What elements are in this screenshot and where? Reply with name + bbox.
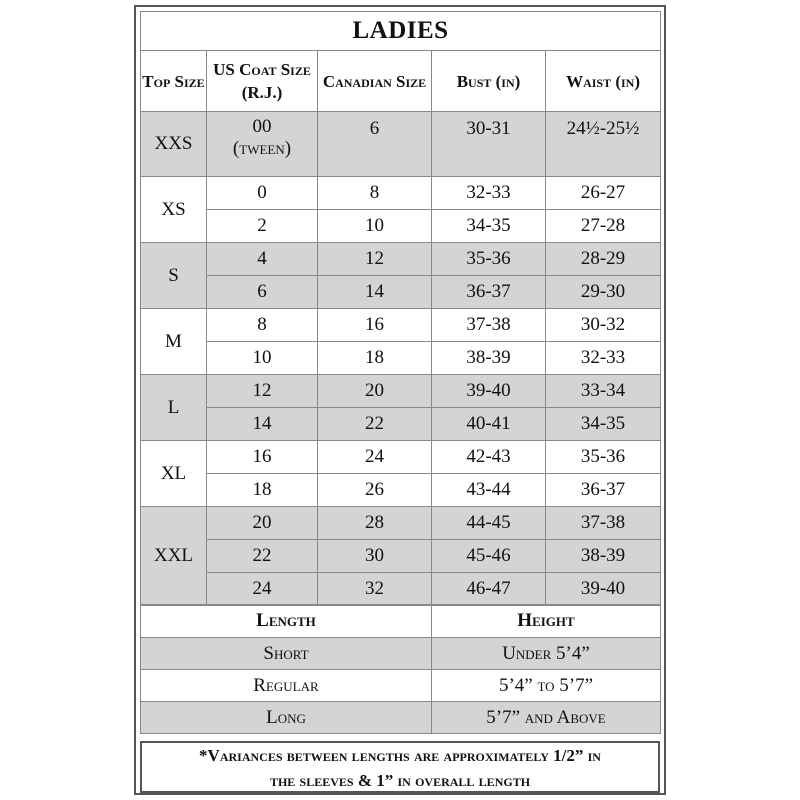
top-size-cell: L bbox=[141, 375, 207, 441]
waist-cell: 39-40 bbox=[546, 573, 661, 606]
header-row bbox=[141, 51, 661, 112]
waist-cell: 28-29 bbox=[546, 243, 661, 276]
canadian-size-cell: 18 bbox=[318, 342, 432, 375]
size-row bbox=[141, 243, 661, 276]
height-cell: 5’4” to 5’7” bbox=[432, 670, 661, 702]
variance-note-line-2: the sleeves & 1” in overall length bbox=[269, 771, 531, 790]
waist-cell: 34-35 bbox=[546, 408, 661, 441]
header-bust: Bust (in) bbox=[432, 51, 546, 112]
size-row bbox=[141, 474, 661, 507]
length-row bbox=[141, 638, 661, 670]
waist-cell: 36-37 bbox=[546, 474, 661, 507]
size-row bbox=[141, 342, 661, 375]
bust-cell: 46-47 bbox=[432, 573, 546, 606]
canadian-size-cell: 16 bbox=[318, 309, 432, 342]
length-cell: Long bbox=[141, 702, 432, 734]
header-top-size: Top Size bbox=[141, 51, 207, 112]
bust-cell: 43-44 bbox=[432, 474, 546, 507]
us-coat-size-cell: 16 bbox=[207, 441, 318, 474]
waist-cell: 38-39 bbox=[546, 540, 661, 573]
length-header-row bbox=[141, 605, 661, 638]
top-size-cell: M bbox=[141, 309, 207, 375]
canadian-size-cell: 28 bbox=[318, 507, 432, 540]
bust-cell: 38-39 bbox=[432, 342, 546, 375]
waist-cell: 29-30 bbox=[546, 276, 661, 309]
header-canadian-size: Canadian Size bbox=[318, 51, 432, 112]
canadian-size-cell: 30 bbox=[318, 540, 432, 573]
size-row bbox=[141, 441, 661, 474]
bust-cell: 32-33 bbox=[432, 177, 546, 210]
length-row bbox=[141, 670, 661, 702]
top-size-cell: XXS bbox=[141, 112, 207, 177]
bust-cell: 37-38 bbox=[432, 309, 546, 342]
canadian-size-cell: 10 bbox=[318, 210, 432, 243]
top-size-cell: XS bbox=[141, 177, 207, 243]
waist-cell: 27-28 bbox=[546, 210, 661, 243]
size-row bbox=[141, 375, 661, 408]
bust-cell: 36-37 bbox=[432, 276, 546, 309]
canadian-size-cell: 6 bbox=[318, 112, 432, 177]
size-row bbox=[141, 177, 661, 210]
us-coat-size-cell: 8 bbox=[207, 309, 318, 342]
us-coat-size-cell: 22 bbox=[207, 540, 318, 573]
waist-cell: 33-34 bbox=[546, 375, 661, 408]
us-coat-size-cell: 2 bbox=[207, 210, 318, 243]
header-us-coat-size: US Coat Size (R.J.) bbox=[207, 51, 318, 112]
us-coat-size-value: 00 bbox=[252, 116, 272, 137]
variance-note bbox=[140, 741, 660, 793]
bust-cell: 45-46 bbox=[432, 540, 546, 573]
bust-cell: 42-43 bbox=[432, 441, 546, 474]
waist-cell: 30-32 bbox=[546, 309, 661, 342]
us-coat-size-cell: 18 bbox=[207, 474, 318, 507]
size-row bbox=[141, 112, 661, 177]
size-chart-frame bbox=[134, 5, 666, 795]
bust-cell: 34-35 bbox=[432, 210, 546, 243]
waist-cell: 35-36 bbox=[546, 441, 661, 474]
canadian-size-cell: 8 bbox=[318, 177, 432, 210]
top-size-cell: XXL bbox=[141, 507, 207, 606]
size-chart-body bbox=[141, 12, 661, 606]
size-row bbox=[141, 507, 661, 540]
waist-cell: 24½-25½ bbox=[546, 112, 661, 177]
size-row bbox=[141, 540, 661, 573]
us-coat-size-cell: 14 bbox=[207, 408, 318, 441]
length-height-table bbox=[140, 604, 661, 734]
length-cell: Regular bbox=[141, 670, 432, 702]
length-cell: Short bbox=[141, 638, 432, 670]
bust-cell: 35-36 bbox=[432, 243, 546, 276]
us-coat-size-cell: 10 bbox=[207, 342, 318, 375]
top-size-cell: XL bbox=[141, 441, 207, 507]
size-row bbox=[141, 309, 661, 342]
us-coat-size-cell: 24 bbox=[207, 573, 318, 606]
us-coat-size-cell: 20 bbox=[207, 507, 318, 540]
us-coat-size-cell bbox=[207, 112, 318, 177]
waist-cell: 37-38 bbox=[546, 507, 661, 540]
canadian-size-cell: 22 bbox=[318, 408, 432, 441]
variance-note-line-1: *Variances between lengths are approximately 1/2” in bbox=[199, 746, 601, 765]
header-height: Height bbox=[432, 605, 661, 638]
size-row bbox=[141, 210, 661, 243]
canadian-size-cell: 14 bbox=[318, 276, 432, 309]
canadian-size-cell: 24 bbox=[318, 441, 432, 474]
header-waist: Waist (in) bbox=[546, 51, 661, 112]
us-coat-size-cell: 0 bbox=[207, 177, 318, 210]
canadian-size-cell: 32 bbox=[318, 573, 432, 606]
us-coat-size-cell: 4 bbox=[207, 243, 318, 276]
waist-cell: 32-33 bbox=[546, 342, 661, 375]
waist-cell: 26-27 bbox=[546, 177, 661, 210]
bust-cell: 44-45 bbox=[432, 507, 546, 540]
height-cell: Under 5’4” bbox=[432, 638, 661, 670]
size-row bbox=[141, 408, 661, 441]
bust-cell: 40-41 bbox=[432, 408, 546, 441]
us-coat-size-note: (tween) bbox=[232, 138, 292, 159]
canadian-size-cell: 20 bbox=[318, 375, 432, 408]
top-size-cell: S bbox=[141, 243, 207, 309]
canadian-size-cell: 26 bbox=[318, 474, 432, 507]
size-row bbox=[141, 276, 661, 309]
size-chart-table bbox=[140, 11, 661, 606]
length-row bbox=[141, 702, 661, 734]
size-chart-inner bbox=[140, 11, 660, 789]
header-length: Length bbox=[141, 605, 432, 638]
chart-title: LADIES bbox=[141, 12, 661, 51]
canadian-size-cell: 12 bbox=[318, 243, 432, 276]
size-row bbox=[141, 573, 661, 606]
us-coat-size-cell: 12 bbox=[207, 375, 318, 408]
bust-cell: 30-31 bbox=[432, 112, 546, 177]
us-coat-size-cell: 6 bbox=[207, 276, 318, 309]
height-cell: 5’7” and Above bbox=[432, 702, 661, 734]
bust-cell: 39-40 bbox=[432, 375, 546, 408]
